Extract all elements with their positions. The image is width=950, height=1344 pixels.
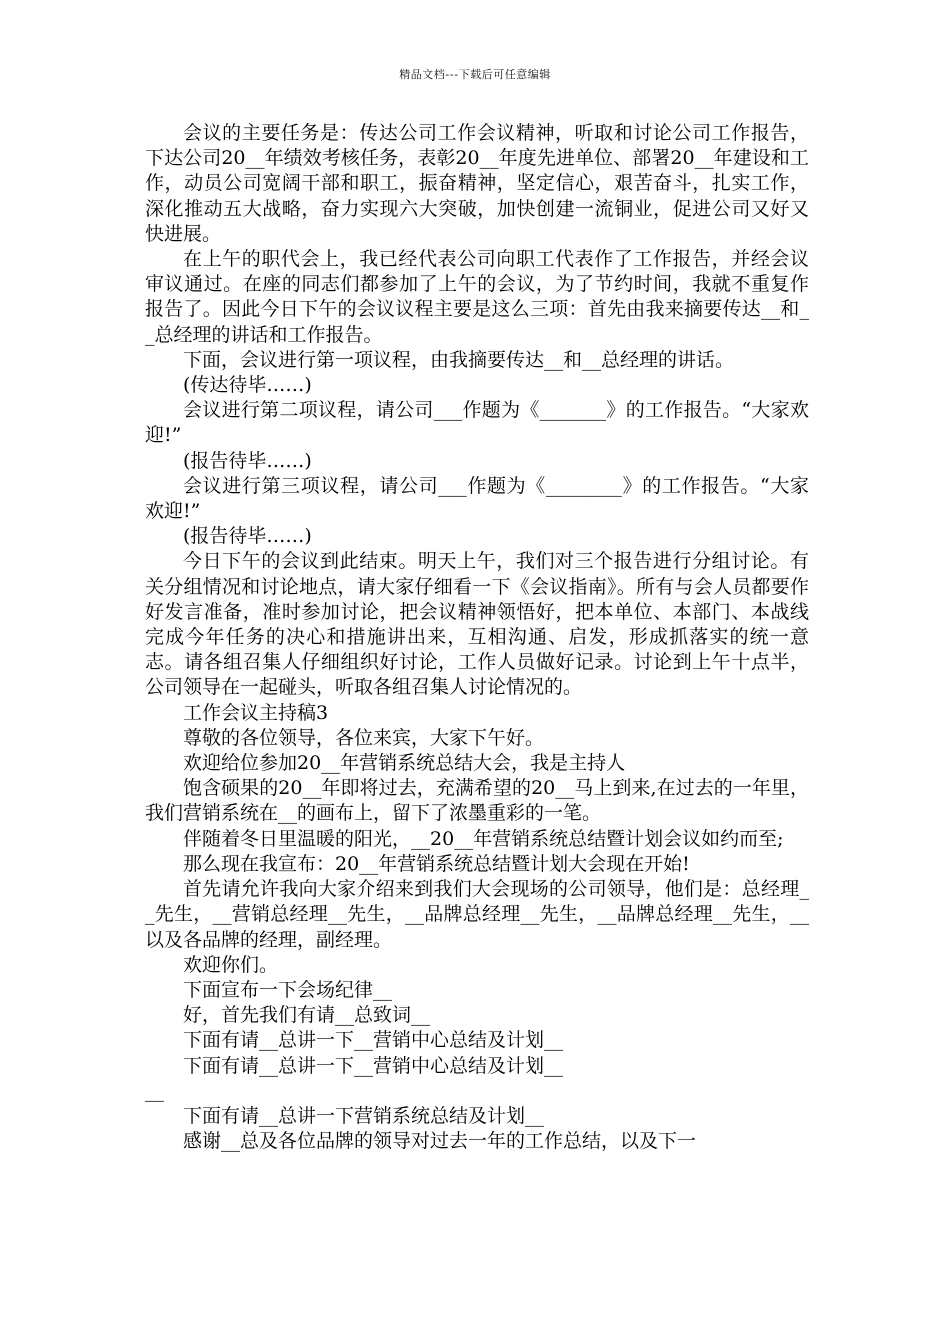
paragraph-report-pending-2: (报告待毕……) xyxy=(183,525,312,548)
paragraph-announce-start: 那么现在我宣布：20__年营销系统总结暨计划大会现在开始! xyxy=(183,852,690,875)
paragraph-meeting-tasks: 会议的主要任务是：传达公司工作会议精神，听取和讨论公司工作报告，下达公司20__年绩效考核任务，表彰20__年度先进单位、部署20__年建设和工作，动员公司宽阔干部和职工，振奋精神，坚定信心，艰苦奋斗，扎实工作，深化推动五大战略，奋力实现六大突破，加快创建一流铜业，促进公司又好又快进展。 xyxy=(145,122,809,245)
page-header: 精品文档---下载后可任意编辑 xyxy=(399,68,551,81)
paragraph-introduce-leaders: 首先请允许我向大家介绍来到我们大会现场的公司领导，他们是：总经理__先生，__营销总经理__先生，__品牌总经理__先生，__品牌总经理__先生，__以及各品牌的经理，副经理。 xyxy=(145,878,809,951)
paragraph-greeting: 尊敬的各位领导，各位来宾，大家下午好。 xyxy=(183,726,545,749)
paragraph-agenda-item-2: 会议进行第二项议程，请公司___作题为《_______》的工作报告。“大家欢迎!” xyxy=(145,399,809,447)
paragraph-morning-session: 在上午的职代会上，我已经代表公司向职工代表作了工作报告，并经会议审议通过。在座的同志们都参加了上午的会议，为了节约时间，我就不重复作报告了。因此今日下午的会议议程主要是这么三项：首先由我来摘要传达__和__总经理的讲话和工作报告。 xyxy=(145,248,809,346)
section-heading-host-script-3: 工作会议主持稿3 xyxy=(183,701,329,724)
paragraph-opening-speech: 好，首先我们有请__总致词__ xyxy=(183,1004,431,1027)
paragraph-speaker-3: 下面有请__总讲一下营销系统总结及计划__ xyxy=(183,1104,545,1127)
paragraph-welcome: 欢迎给位参加20__年营销系统总结大会，我是主持人 xyxy=(183,752,626,775)
paragraph-relay-pending: (传达待毕……) xyxy=(183,374,312,397)
document-body xyxy=(145,121,809,1154)
paragraph-year-review: 饱含硕果的20__年即将过去，充满希望的20__马上到来,在过去的一年里，我们营销系统在__的画布上，留下了浓墨重彩的一笔。 xyxy=(145,777,809,825)
paragraph-meeting-close: 今日下午的会议到此结束。明天上午，我们对三个报告进行分组讨论。有关分组情况和讨论地点，请大家仔细看一下《会议指南》。所有与会人员都要作好发言准备，准时参加讨论，把会议精神领悟好，把本单位、本部门、本战线完成今年任务的决心和措施讲出来，互相沟通、启发，形成抓落实的统一意志。请各组召集人仔细组织好讨论，工作人员做好记录。讨论到上午十点半，公司领导在一起碰头，听取各组召集人讨论情况的。 xyxy=(145,550,809,699)
paragraph-thanks: 感谢__总及各位品牌的领导对过去一年的工作总结，以及下一 xyxy=(183,1130,697,1153)
paragraph-speaker-1: 下面有请__总讲一下__营销中心总结及计划__ xyxy=(183,1029,564,1052)
paragraph-agenda-item-1: 下面，会议进行第一项议程，由我摘要传达__和__总经理的讲话。 xyxy=(183,348,735,371)
paragraph-agenda-item-3: 会议进行第三项议程，请公司___作题为《________》的工作报告。“大家欢迎!” xyxy=(145,474,809,523)
paragraph-speaker-2: 下面有请__总讲一下__营销中心总结及计划__ __ xyxy=(145,1054,564,1102)
paragraph-welcome-you: 欢迎你们。 xyxy=(183,953,279,976)
paragraph-winter-sun: 伴随着冬日里温暖的阳光，__20__年营销系统总结暨计划会议如约而至; xyxy=(183,827,784,850)
paragraph-report-pending-1: (报告待毕……) xyxy=(183,449,312,472)
paragraph-venue-rules: 下面宣布一下会场纪律__ xyxy=(183,978,393,1001)
